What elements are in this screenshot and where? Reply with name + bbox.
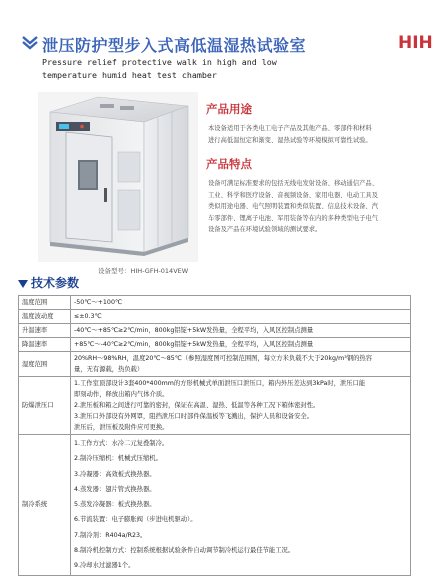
table-row	[19, 435, 411, 576]
features-line: 设备可满足标准要求的包括无线电发射设备、移动通信产品、	[208, 180, 379, 187]
spec-line: 即刻动作，释放出箱内气体介质。	[74, 391, 169, 398]
spec-value	[71, 310, 411, 324]
model-caption: 设备型号：HIH-GFH-014VEW	[98, 267, 189, 275]
spec-line: 9.冷却水过滤器1个。	[74, 562, 135, 570]
table-row	[19, 324, 411, 338]
double-chevron-icon	[22, 36, 38, 50]
spec-line: 20%RH～98%RH，温度20℃～85℃（参照湿度图可控制范围图，每立方米负载不大于20kg/m³钢的热容	[74, 355, 373, 362]
spec-line: 2.制冷压缩机：机械式压缩机。	[74, 455, 162, 463]
spec-key: 湿度范围	[19, 352, 71, 377]
spec-line: 3.泄压口外部设有外网罩，阻挡泄压口时部件保温板等飞溅出，保护人员和设备安全。	[74, 413, 313, 420]
spec-line: 2.泄压板和箱之间进行可靠的密封，保证在高温、湿热、低温等各种工况下箱体密封性。	[74, 402, 320, 409]
usage-heading: 产品用途	[206, 102, 252, 116]
spec-line: 7.制冷剂：R404a/R23。	[74, 531, 147, 539]
spec-table	[18, 295, 411, 576]
spec-line: 4.蒸发器：翅片管式换热器。	[74, 485, 156, 493]
usage-line: 本设备适用于各类电工电子产品及其他产品、零部件和材料	[208, 125, 372, 132]
subtitle-line: temperature humid heat test chamber	[42, 70, 217, 80]
features-line: 类似用途电器、电气照明装置和类似装置、信息技术设备、汽	[208, 203, 379, 210]
spec-line: -50℃～+100℃	[74, 299, 123, 306]
table-row	[19, 310, 411, 324]
usage-text	[208, 123, 413, 146]
spec-key: 防爆泄压口	[19, 377, 71, 435]
features-line: 设备及产品在环境试验领域的测试要求。	[208, 226, 322, 233]
features-line: 工业、科学和医疗设备、音视频设备、家用电器、电动工具及	[208, 191, 379, 199]
spec-key: 降温速率	[19, 338, 71, 352]
spec-line: 3.冷凝器：高效板式换热器。	[74, 470, 156, 478]
features-heading: 产品特点	[206, 157, 252, 171]
features-text	[208, 178, 413, 236]
spec-line: 8.制冷机控制方式：控制系统根据试验条件自动调节制冷机运行最佳节能工况。	[74, 547, 295, 555]
spec-value	[71, 435, 411, 576]
spec-key: 温度范围	[19, 296, 71, 310]
spec-line: 泄压后，泄压板及附件应可更换。	[74, 424, 169, 431]
brand-logo: HIH	[398, 33, 433, 53]
table-row	[19, 352, 411, 377]
spec-line: 量，无有源载，热负载）	[74, 366, 144, 373]
spec-line: 6.节流装置：电子膨胀阀（步进电机驱动）。	[74, 516, 197, 524]
table-row	[19, 377, 411, 435]
page-title: 泄压防护型步入式高低温湿热试验室	[42, 36, 307, 55]
usage-line: 进行高低温恒定和渐变、湿热试验等环境模拟可靠性试验。	[208, 136, 372, 144]
english-subtitle	[42, 56, 312, 82]
spec-line: 5.蒸发冷凝器：板式换热器。	[74, 501, 156, 509]
params-heading-label: 技术参数	[31, 276, 80, 290]
title-bar	[0, 30, 433, 56]
spec-value	[71, 352, 411, 377]
spec-line: 1.工作方式：水冷二元复叠制冷。	[74, 440, 169, 447]
spec-key: 温度波动度	[19, 310, 71, 324]
spec-line: +85℃～-40℃≥2℃/min，800kg铝锭+5kW发热量，全程平均，入风区控制点测量	[74, 341, 314, 348]
table-row	[19, 296, 411, 310]
spec-value	[71, 296, 411, 310]
product-photo	[38, 92, 198, 262]
spec-key: 制冷系统	[19, 435, 71, 576]
params-heading	[18, 274, 79, 291]
subtitle-line: Pressure relief protective walk in high and low	[42, 57, 277, 67]
spec-value	[71, 324, 411, 338]
spec-line: ≤±0.3℃	[74, 313, 102, 320]
spec-value	[71, 377, 411, 435]
spec-value	[71, 338, 411, 352]
spec-key: 升温速率	[19, 324, 71, 338]
table-row	[19, 338, 411, 352]
features-line: 车零部件、锂离子电池、军用装备等在内的多种类型电子电气	[208, 214, 379, 222]
triangle-down-icon	[18, 280, 28, 288]
spec-line: -40℃～+85℃≥2℃/min，800kg铝锭+5kW发热量，全程平均，入风区控制点测量	[74, 327, 314, 334]
test-chamber-image	[38, 92, 198, 262]
spec-line: 1.工作室顶部设计3套400*400mm的方形机械式单面泄压口泄压口，箱内外压差达到3kPa时，泄压口能	[74, 380, 366, 387]
